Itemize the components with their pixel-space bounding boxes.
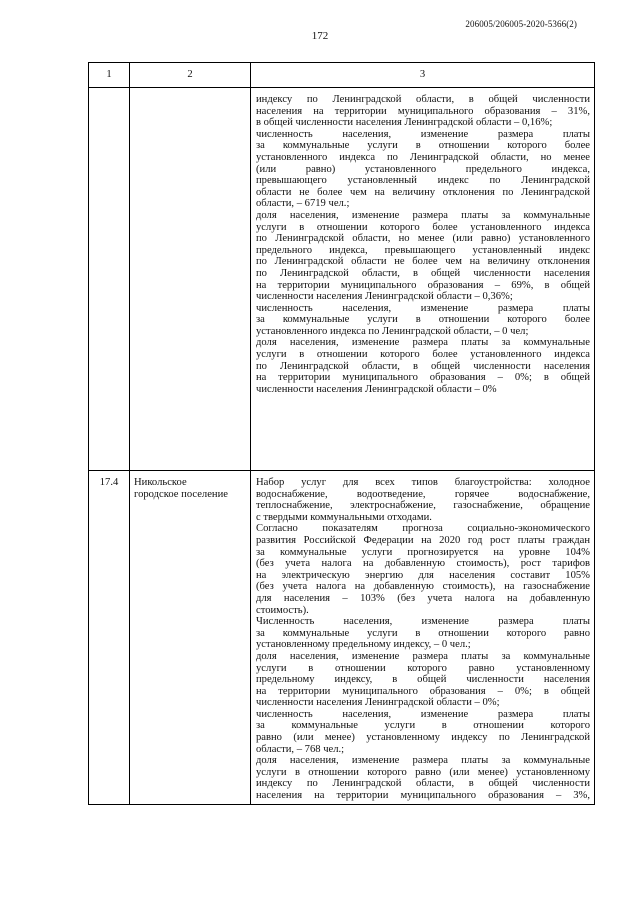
settlement-name-line: Никольское	[134, 477, 187, 488]
table-row	[89, 88, 595, 471]
text-line: равно (или менее) установленному индексу по Ленинградской	[256, 732, 590, 744]
text-line: Численность населения, изменение размера платы	[256, 616, 590, 628]
text-line: (без учета налога на добавленную стоимость), на газоснабжение	[256, 581, 590, 593]
column-number-2: 2	[130, 63, 251, 88]
text-line: доля населения, изменение размера платы за коммунальные	[256, 755, 590, 767]
document-registration-code: 206005/206005-2020-5366(2)	[465, 19, 577, 29]
text-line: развития Российской Федерации на 2020 год рост платы граждан	[256, 534, 590, 546]
text-line: по Ленинградской области, в общей численности населения	[256, 267, 590, 279]
text-line: за коммунальные услуги прогнозируется на уровне 104%	[256, 546, 590, 558]
text-line: услуги в отношении которого равно установленному	[256, 662, 590, 674]
text-line: теплоснабжение, электроснабжение, газоснабжение, обращение	[256, 500, 590, 512]
table-row	[89, 471, 595, 805]
text-line: численность населения, изменение размера платы	[256, 128, 590, 140]
description-cell	[251, 88, 595, 471]
page-number: 172	[311, 30, 329, 42]
text-line: для населения – 103% (без учета налога на добавленную	[256, 592, 590, 604]
column-number-1: 1	[89, 63, 130, 88]
text-line: Набор услуг для всех типов благоустройства: холодное	[256, 477, 590, 488]
text-line: на территории муниципального образования – 0%; в общей	[256, 685, 590, 697]
row-number-cell: 17.4	[89, 471, 130, 805]
text-line: области не более чем на величину отклонения по Ленинградской	[256, 186, 590, 198]
text-line: численности населения Ленинградской области – 0%	[256, 383, 497, 395]
text-line: по Ленинградской области, но менее (или равно) установленного	[256, 233, 590, 245]
text-line: по Ленинградской области, в общей численности населения	[256, 360, 590, 372]
text-line: превышающего установленный индекс по Ленинградской	[256, 175, 590, 187]
text-line: индексу по Ленинградской области, в общей численности	[256, 94, 590, 105]
text-line: Согласно показателям прогноза социально-экономического	[256, 523, 590, 535]
text-line: с твердыми коммунальными отходами.	[256, 511, 432, 523]
text-line: за коммунальные услуги в отношении которого равно	[256, 627, 590, 639]
text-line: (или равно) установленного предельного индекса,	[256, 163, 590, 175]
settlement-name-cell	[130, 88, 251, 471]
text-line: услуги в отношении которого равно (или менее) установленному	[256, 766, 590, 778]
text-line: численности населения Ленинградской области – 0%;	[256, 697, 500, 709]
text-line: доля населения, изменение размера платы за коммунальные	[256, 650, 590, 662]
description-cell	[251, 471, 595, 805]
column-number-row	[89, 63, 595, 88]
text-line: населения на территории муниципального образования – 31%,	[256, 105, 590, 117]
data-table	[88, 62, 595, 805]
text-line: услуги в отношении которого более установленного индекса	[256, 349, 590, 361]
text-line: на территории муниципального образования – 0%; в общей	[256, 372, 590, 384]
text-line: стоимость).	[256, 604, 309, 616]
text-line: численность населения, изменение размера платы	[256, 302, 590, 314]
text-line: на электрическую энергию для населения составит 105%	[256, 569, 590, 581]
text-line: за коммунальные услуги в отношении которого более	[256, 140, 590, 152]
text-line: доля населения, изменение размера платы за коммунальные	[256, 337, 590, 349]
text-line: установленному предельному индексу, – 0 чел.;	[256, 639, 471, 651]
text-line: населения на территории муниципального образования – 3%,	[256, 790, 590, 802]
text-line: индексу по Ленинградской области, в общей численности	[256, 778, 590, 790]
text-line: (без учета налога на добавленную стоимость), рост тарифов	[256, 558, 590, 570]
settlement-name-line: городское поселение	[134, 488, 228, 500]
text-line: за коммунальные услуги в отношении которого более	[256, 314, 590, 326]
text-line: предельному индексу, в общей численности населения	[256, 674, 590, 686]
text-line: предельного индекса, превышающего установленный индекс	[256, 244, 590, 256]
column-number-3: 3	[251, 63, 595, 88]
text-line: численность населения, изменение размера платы	[256, 708, 590, 720]
settlement-name-cell	[130, 471, 251, 805]
text-line: установленного индекса по Ленинградской области, – 0 чел;	[256, 325, 529, 337]
text-line: в общей численности населения Ленинградской области – 0,16%;	[256, 117, 553, 129]
text-line: на территории муниципального образования – 69%, в общей	[256, 279, 590, 291]
text-line: по Ленинградской области не более чем на величину отклонения	[256, 256, 590, 268]
text-line: услуги в отношении которого более установленного индекса	[256, 221, 590, 233]
text-line: области, – 6719 чел.;	[256, 198, 350, 210]
text-line: доля населения, изменение размера платы за коммунальные	[256, 209, 590, 221]
text-line: водоснабжение, водоотведение, горячее водоснабжение,	[256, 488, 590, 500]
text-line: за коммунальные услуги в отношении которого	[256, 720, 590, 732]
text-line: численности населения Ленинградской области – 0,36%;	[256, 291, 513, 303]
text-line: установленного индекса по Ленинградской области, но менее	[256, 151, 590, 163]
text-line: области, – 768 чел.;	[256, 743, 345, 755]
row-number-cell	[89, 88, 130, 471]
